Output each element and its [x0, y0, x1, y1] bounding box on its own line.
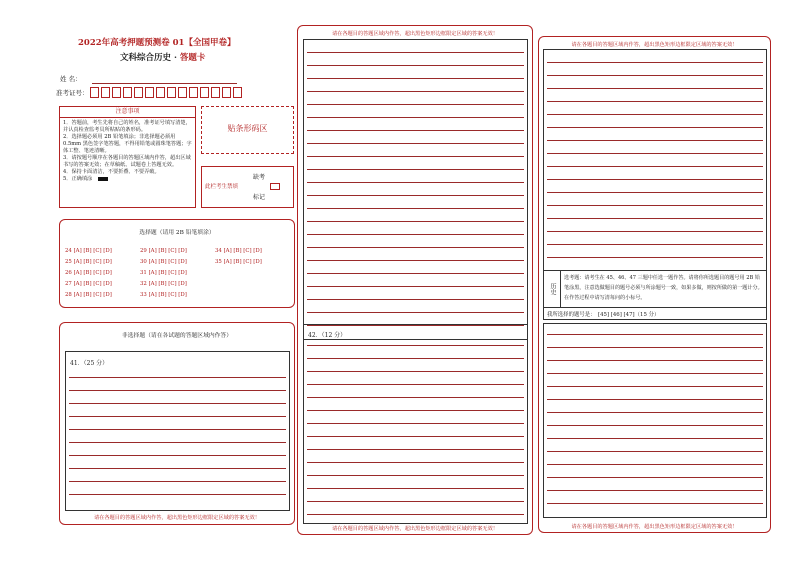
note-item-label: 5．正确填涂 — [63, 176, 93, 182]
choice-row[interactable]: 35 [A] [B] [C] [D] — [215, 259, 262, 265]
exam-id-cells[interactable] — [90, 87, 250, 99]
note-item: 1．答题前，考生先将自己的姓名，准考证号填写清楚，并认真检查监考员所粘贴的条形码。 — [63, 120, 191, 133]
choice-row[interactable]: 24 [A] [B] [C] [D] — [65, 248, 112, 254]
page-subtitle — [120, 51, 205, 63]
note-item: 3．请按题号顺序在各题目的答题区域内作答，超出区域书写的答案无效；在草稿纸、试题卷上答题无效。 — [63, 155, 191, 168]
middle-panel — [297, 25, 533, 535]
note-item — [63, 176, 192, 183]
choice-row[interactable]: 29 [A] [B] [C] [D] — [140, 248, 187, 254]
note-item: 4．保持卡面清洁，不要折叠、不要弄破。 — [63, 169, 160, 175]
page-title: 2022年高考押题预测卷 01【全国甲卷】 — [78, 38, 236, 48]
note-item: 2．选择题必须用 2B 铅笔填涂；非选择题必须用 0.5mm 黑色签字笔答题，不得用铅笔或圆珠笔答题；字体工整、笔迹清晰。 — [63, 134, 192, 154]
subtitle-subject: 文科综合历史 · — [120, 53, 180, 63]
elective-subject: 历史 — [544, 271, 561, 307]
absent-mark-label: 标记 — [253, 194, 266, 201]
absent-restricted-label: 此栏考生禁填 — [205, 184, 239, 190]
choice-row[interactable]: 31 [A] [B] [C] [D] — [140, 270, 187, 276]
bottom-warning: 请在各题目的答题区域内作答，超出黑色矩形边框限定区域的答案无效！ — [331, 526, 498, 532]
choice-title: 选择题（请用 2B 铅笔填涂） — [139, 230, 215, 236]
barcode-label: 贴条形码区 — [227, 124, 268, 133]
top-warning: 请在各题目的答题区域内作答，超出黑色矩形边框限定区域的答案无效！ — [571, 42, 738, 48]
elective-choice-options[interactable]: [45] [46] [47]（15 分） — [598, 312, 660, 318]
barcode-area — [201, 106, 294, 154]
name-label: 姓 名： — [60, 75, 82, 83]
choice-row[interactable]: 34 [A] [B] [C] [D] — [215, 248, 262, 254]
choice-row[interactable]: 26 [A] [B] [C] [D] — [65, 270, 112, 276]
filled-sample-mark — [98, 177, 108, 181]
elective-choice-row — [543, 308, 767, 320]
choice-row[interactable]: 30 [A] [B] [C] [D] — [140, 259, 187, 265]
q41-label: 41．（25 分） — [70, 360, 109, 367]
choice-section — [59, 219, 295, 308]
elective-choice-label: 我所选择的题号是： — [547, 312, 596, 318]
absent-box — [201, 166, 294, 208]
q42-answer-box[interactable] — [303, 324, 528, 524]
top-warning: 请在各题目的答题区域内作答，超出黑色矩形边框限定区域的答案无效！ — [331, 31, 498, 37]
q40-answer-box[interactable] — [303, 39, 528, 340]
subtitle-answer-card: 答题卡 — [179, 53, 206, 63]
q43-answer-box[interactable] — [543, 49, 767, 273]
absent-checkbox[interactable] — [270, 183, 280, 190]
nonchoice-section — [59, 322, 295, 525]
choice-row[interactable]: 28 [A] [B] [C] [D] — [65, 292, 112, 298]
choice-row[interactable]: 32 [A] [B] [C] [D] — [140, 281, 187, 287]
absent-label: 缺考 — [253, 174, 266, 181]
notes-box — [59, 106, 196, 208]
nonchoice-title: 非选择题（请在各试题的答题区域内作答） — [121, 333, 233, 339]
bottom-warning: 请在各题目的答题区域内作答，超出黑色矩形边框限定区域的答案无效！ — [93, 515, 260, 521]
bottom-warning: 请在各题目的答题区域内作答，超出黑色矩形边框限定区域的答案无效！ — [571, 524, 738, 530]
right-panel — [538, 36, 771, 533]
choice-row[interactable]: 33 [A] [B] [C] [D] — [140, 292, 187, 298]
name-field[interactable] — [92, 83, 237, 84]
elective-box — [543, 270, 767, 308]
notes-title: 注意事项 — [60, 107, 195, 118]
exam-id-label: 准考证号： — [56, 89, 89, 97]
q41-answer-box[interactable] — [65, 351, 290, 511]
choice-row[interactable]: 27 [A] [B] [C] [D] — [65, 281, 112, 287]
choice-row[interactable]: 25 [A] [B] [C] [D] — [65, 259, 112, 265]
q42-label: 42．（12 分） — [308, 332, 347, 339]
elective-instruction: 选考题：请考生在 45、46、47 三题中任选一题作答。请将你所选题目的题号用 2B 铅笔涂黑，注意选做题目的题号必须与所涂题号一致，如果多做，则按所做的第一题计分。在作答过程中请写清每问的小标号。 — [564, 275, 763, 301]
elective-answer-box[interactable] — [543, 323, 767, 518]
